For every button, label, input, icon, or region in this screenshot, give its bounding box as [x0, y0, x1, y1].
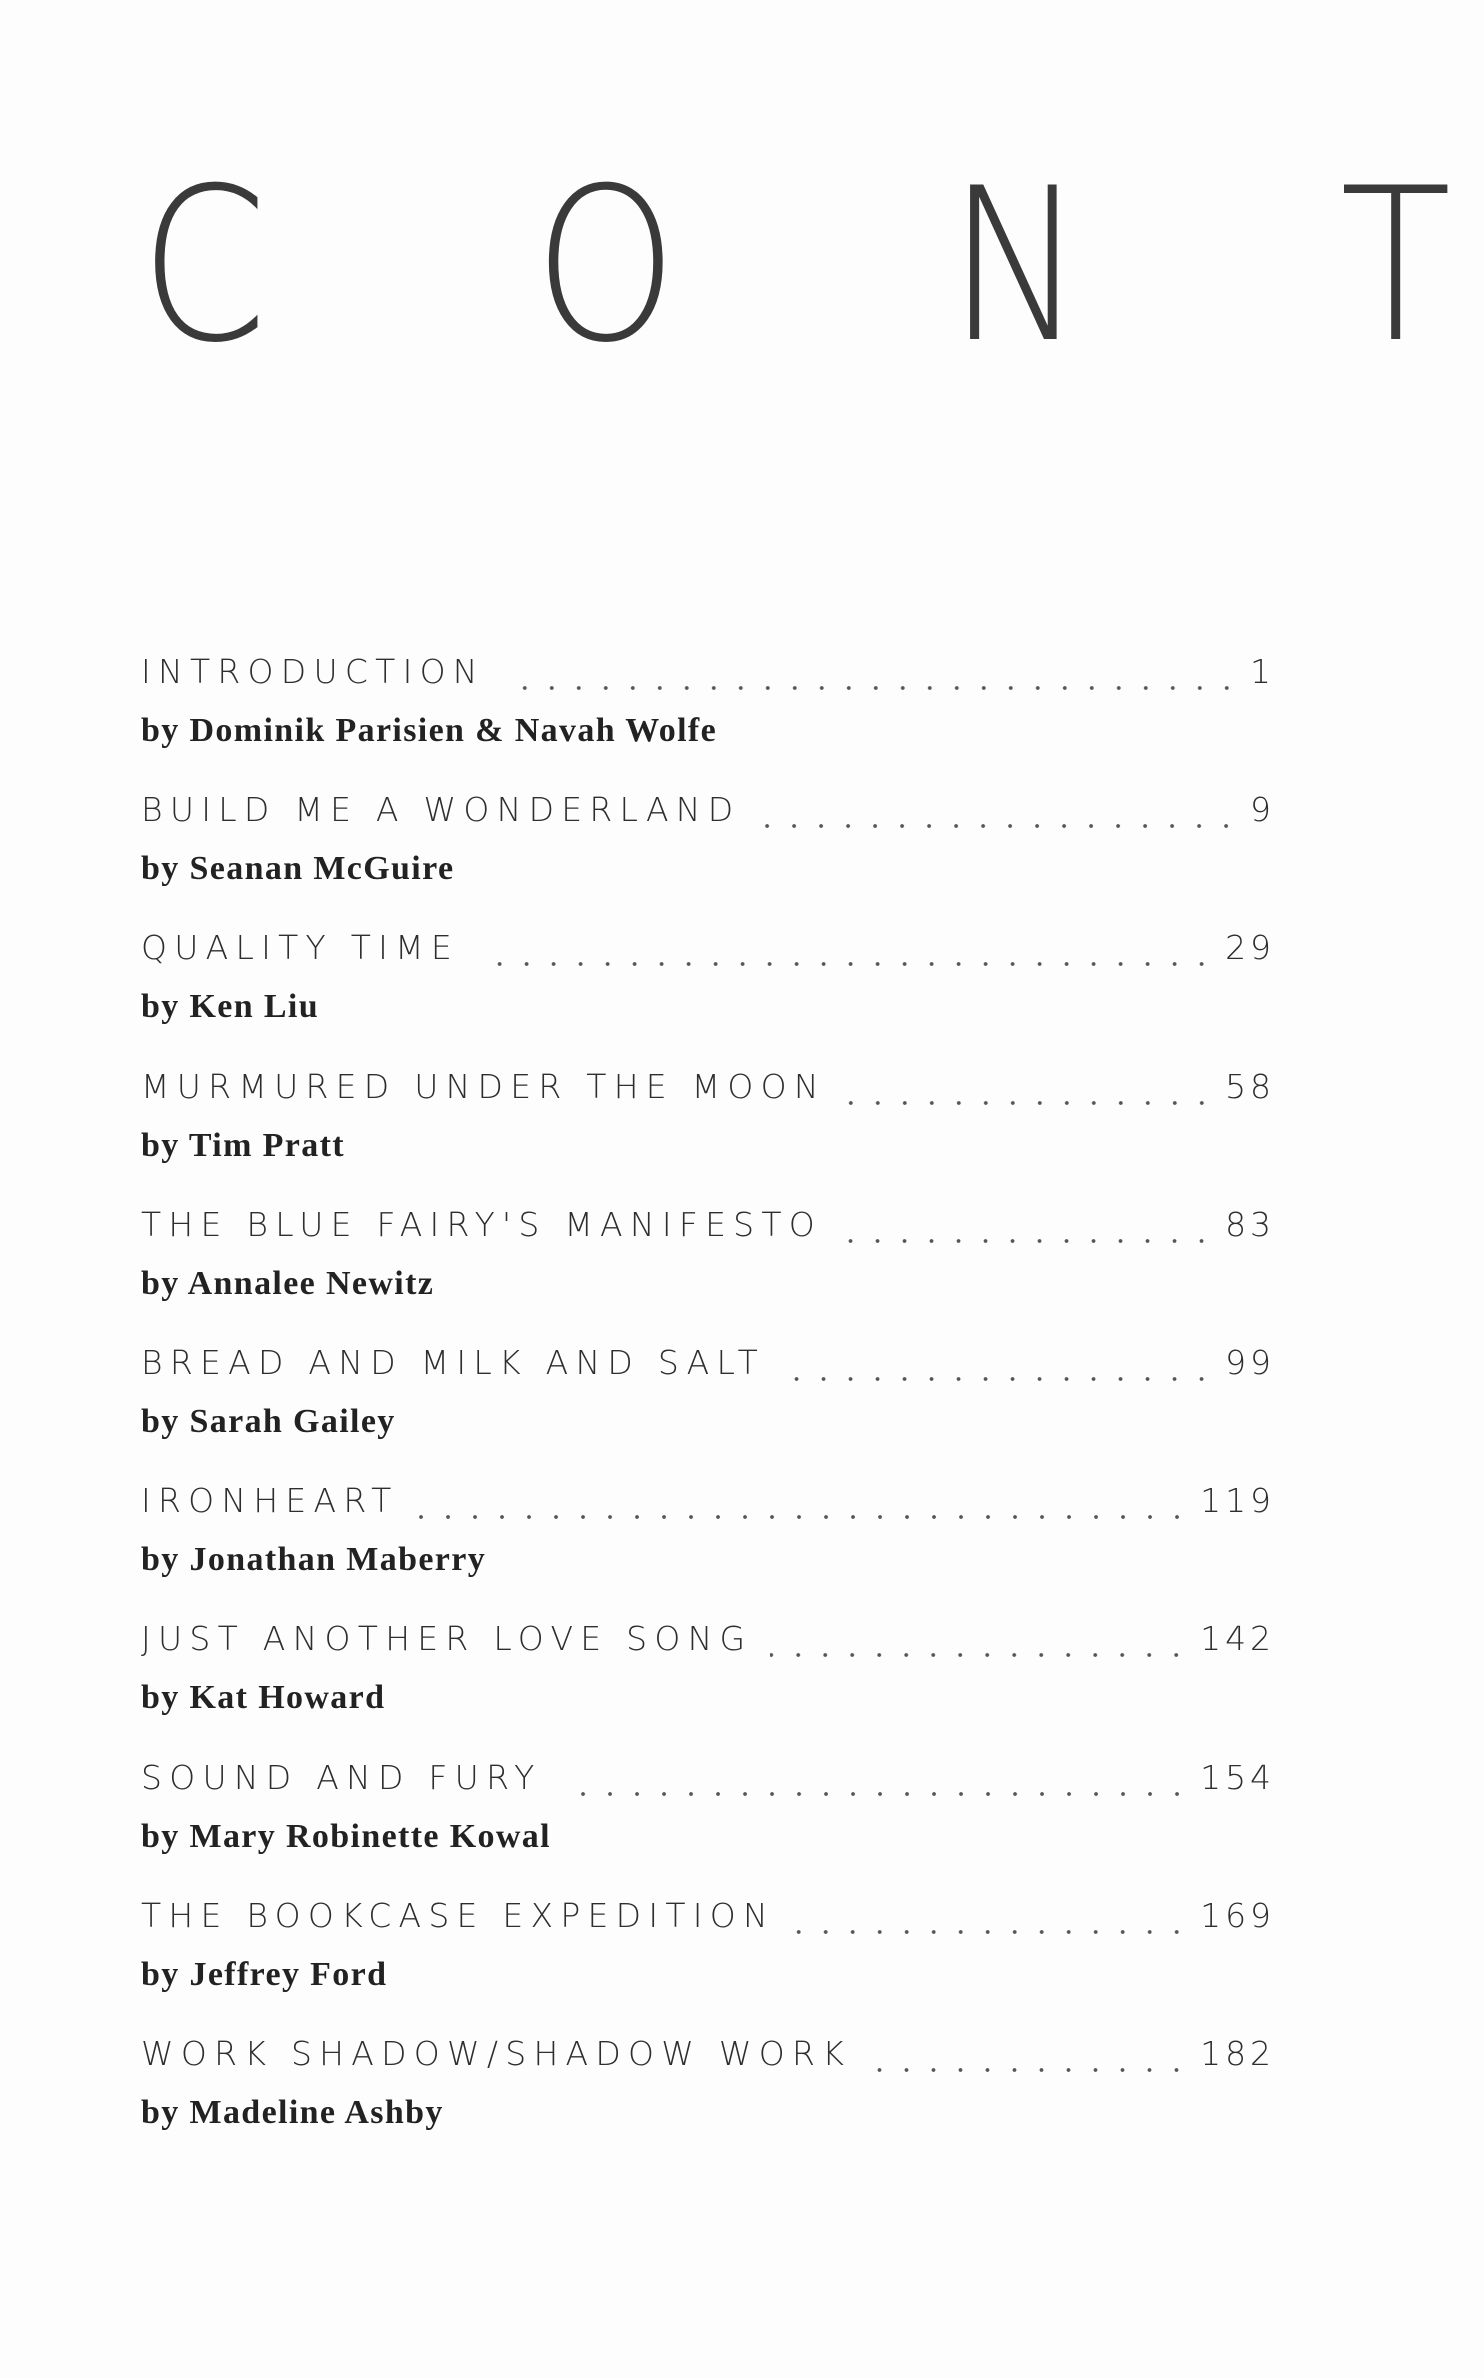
- entry-title-line: [141, 1758, 1275, 1810]
- entry-page-number: 182: [1200, 2034, 1275, 2073]
- entry-author: by Tim Pratt: [141, 1126, 345, 1164]
- toc-entry: [141, 928, 1275, 1026]
- entry-title-line: [141, 1896, 1275, 1948]
- entry-title-line: [141, 928, 1275, 980]
- entry-title: THE BLUE FAIRY'S MANIFESTO: [141, 1204, 823, 1244]
- toc-entry: [141, 1205, 1275, 1303]
- dot-leader: [844, 1099, 1215, 1107]
- entry-author: by Sarah Gailey: [141, 1403, 396, 1440]
- dot-leader: [770, 1651, 1190, 1659]
- entry-title: IRONHEART: [141, 1481, 399, 1521]
- dot-leader: [793, 1928, 1190, 1936]
- entry-title-line: [141, 2034, 1275, 2086]
- entry-title-line: [141, 1481, 1275, 1533]
- entry-page-number: 99: [1225, 1343, 1275, 1382]
- entry-title-line: [141, 1343, 1275, 1395]
- entry-page-number: 119: [1200, 1481, 1275, 1521]
- entry-author: by Madeline Ashby: [141, 2094, 444, 2131]
- entry-author: by Dominik Parisien & Navah Wolfe: [141, 712, 718, 749]
- dot-leader: [840, 1237, 1215, 1245]
- entry-title: WORK SHADOW/SHADOW WORK: [141, 2034, 852, 2073]
- entry-author: by Kat Howard: [141, 1679, 386, 1717]
- entry-title-line: [141, 1205, 1275, 1257]
- entry-author: by Seanan McGuire: [141, 850, 455, 888]
- entry-title: BREAD AND MILK AND SALT: [141, 1343, 766, 1382]
- toc-entry: [141, 1758, 1275, 1856]
- entry-page-number: 58: [1225, 1066, 1275, 1106]
- entry-title-line: [141, 652, 1275, 704]
- entry-title-line: [141, 790, 1275, 842]
- toc-entry: [141, 1896, 1275, 1994]
- toc-entry: [141, 1619, 1275, 1717]
- heading-letter: C: [140, 142, 268, 389]
- entry-title: INTRODUCTION: [141, 652, 485, 691]
- toc-entry: [141, 1481, 1275, 1579]
- entry-page-number: 154: [1200, 1757, 1275, 1797]
- dot-leader: [783, 1375, 1215, 1383]
- toc-entry: [141, 1067, 1275, 1165]
- entry-title: QUALITY TIME: [141, 928, 459, 968]
- entry-author: by Ken Liu: [141, 988, 319, 1026]
- entry-page-number: 169: [1200, 1895, 1275, 1935]
- entry-author: by Jeffrey Ford: [141, 1955, 388, 1993]
- entry-author: by Annalee Newitz: [141, 1264, 435, 1302]
- dot-leader: [417, 1513, 1191, 1521]
- entry-page-number: 142: [1200, 1619, 1275, 1659]
- entry-title: BUILD ME A WONDERLAND: [141, 790, 741, 830]
- entry-title: SOUND AND FURY: [141, 1757, 542, 1797]
- entry-title: JUST ANOTHER LOVE SONG: [141, 1619, 753, 1659]
- entry-author: by Jonathan Maberry: [141, 1541, 487, 1579]
- heading-letter: O: [534, 142, 678, 389]
- entry-page-number: 1: [1250, 652, 1275, 691]
- entry-author: by Mary Robinette Kowal: [141, 1817, 551, 1855]
- heading-letter: T: [1340, 142, 1452, 389]
- entry-page-number: 9: [1250, 790, 1275, 830]
- dot-leader: [869, 2066, 1190, 2074]
- toc-entry: [141, 2034, 1275, 2132]
- entry-page-number: 29: [1225, 928, 1275, 968]
- dot-leader: [503, 684, 1240, 692]
- entry-page-number: 83: [1225, 1204, 1275, 1244]
- entry-title-line: [141, 1067, 1275, 1119]
- dot-leader: [758, 822, 1240, 830]
- toc-entry: [141, 1343, 1275, 1441]
- dot-leader: [477, 960, 1215, 968]
- dot-leader: [560, 1790, 1191, 1798]
- entry-title: MURMURED UNDER THE MOON: [141, 1066, 826, 1106]
- toc-entry: [141, 652, 1275, 750]
- heading-letter: N: [948, 142, 1085, 389]
- entry-title: THE BOOKCASE EXPEDITION: [141, 1895, 775, 1935]
- toc-entry: [141, 790, 1275, 888]
- entry-title-line: [141, 1619, 1275, 1671]
